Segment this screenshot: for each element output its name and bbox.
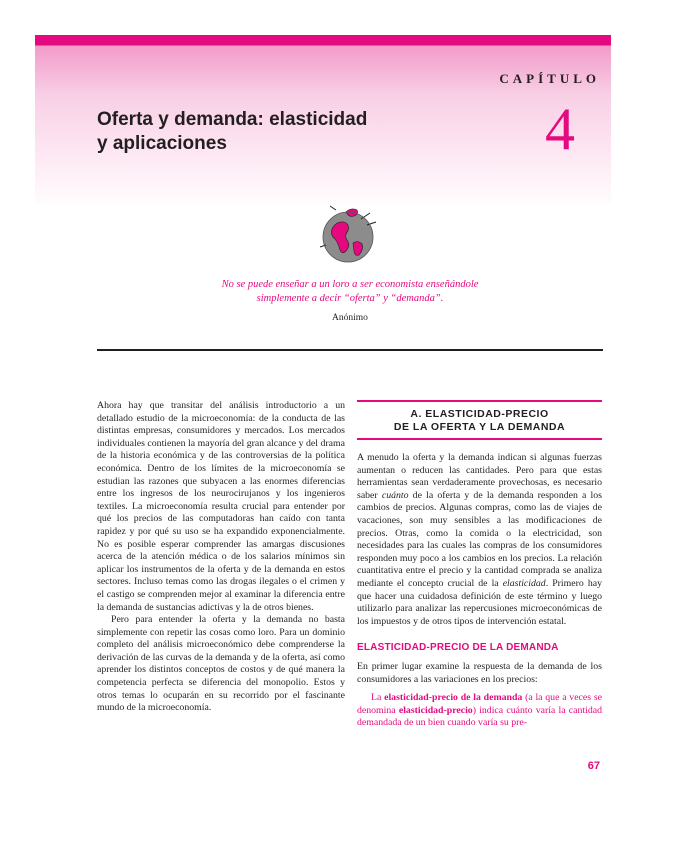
text-span: La — [371, 692, 385, 704]
intro-paragraph-2: Pero para entender la oferta y la demanda no basta simplemente con repetir las cosas como loro. Para un dominio completo del análisis microeconómico debe comprenderse la derivación de las curvas de la demanda y de la oferta, así como aprender los distintos conceptos de costos y de qué manera la competencia perfecta se diferencia del monopolio. Estos y otros temas lo ocuparán en su recorrido por el fascinante mundo de la microeconomía. — [97, 614, 345, 714]
epigraph-line-1: No se puede enseñar a un loro a ser economista enseñándole — [221, 279, 479, 290]
text-span: de la oferta y de la demanda responden a los cambios de precios. Algunas compras, como las de viajes de vacaciones, son muy sensibles a las modificaciones de precios. Otras, como la comida o la electricidad, son necesidades para las cuales las compras de los consumidores responden muy poco a los cambios en los precios. La relación cuantitativa entre el precio y la cantidad comprada se analiza mediante el concepto crucial de la — [357, 489, 602, 589]
chapter-title — [97, 108, 417, 156]
chapter-number: 4 — [545, 96, 575, 162]
section-heading-line-2: DE LA OFERTA Y LA DEMANDA — [393, 421, 566, 433]
chapter-title-line-2: y aplicaciones — [97, 133, 227, 154]
epigraph-line-2: simplemente a decir “oferta” y “demanda”. — [256, 293, 444, 304]
emphasis-elasticidad: elasticidad — [502, 577, 546, 589]
intro-paragraph-1: Ahora hay que transitar del análisis introductorio a un detallado estudio de la microeconomía: de la conducta de las distintas empresas, consumidores y mercados. Los mercados individuales contienen la mayoría del gran alcance y del drama de la historia económica y de las controversias de la política económica. Dentro de los límites de la microeconomía se estudian las razones que subyacen a las enormes diferencias entre los ingresos de los neurocirujanos y los ingenieros textiles. La microeconomía resulta crucial para entender por qué los precios de las computadoras han caído con tanta rapidez y por qué su uso se ha expandido exponencialmente. No es posible esperar comprender las amargas discusiones acerca de la atención médica o de los salarios mínimos sin aplicar los instrumentos de la oferta y de la demanda en estos sectores. Incluso temas como las drogas ilegales o el crimen y el castigo se comprenden mejor al examinar la diferencia entre la demanda de sustancias adictivas y la de otros bienes. — [97, 400, 345, 613]
right-column — [357, 400, 602, 730]
epigraph-author: Anónimo — [332, 313, 368, 323]
section-heading — [357, 408, 602, 434]
section-paragraph-2: En primer lugar examine la respuesta de la demanda de los consumidores a las variaciones en los precios: — [357, 660, 602, 685]
text-span: ) indica cuánto varía la cantidad demandada de un bien cuando varía su pre- — [357, 704, 602, 729]
page-number: 67 — [587, 760, 600, 772]
text-span: (a la que a veces se denomina — [357, 692, 602, 716]
globe-icon — [318, 205, 378, 265]
section-paragraph-1 — [357, 452, 602, 628]
chapter-label: CAPÍTULO — [499, 71, 600, 86]
section-heading-line-1: A. ELASTICIDAD-PRECIO — [410, 408, 549, 420]
section-rule-bottom — [357, 438, 602, 440]
text-span: . Primero hay que hacer una cuidadosa definición de este término y luego utilizarlo para analizar las repercusiones microeconómicas de los impuestos y de otros tipos de intervención estatal. — [357, 577, 602, 627]
epigraph-quote — [140, 278, 560, 306]
term-elasticidad-precio-demanda: elasticidad-precio de la demanda — [384, 692, 523, 704]
emphasis-cuanto: cuánto — [381, 489, 409, 501]
subheading: ELASTICIDAD-PRECIO DE LA DEMANDA — [357, 642, 559, 654]
horizontal-rule — [97, 349, 603, 351]
definition-paragraph — [357, 692, 602, 730]
section-rule-top — [357, 400, 602, 402]
term-elasticidad-precio: elasticidad-precio — [398, 704, 473, 716]
chapter-title-line-1: Oferta y demanda: elasticidad — [97, 109, 368, 130]
text-span: A menudo la oferta y la demanda indican si algunas fuerzas aumentan o reducen las cantidades. Pero para que estas herramientas sean verdaderamente provechosas, es necesario saber — [357, 452, 602, 501]
left-column — [97, 400, 345, 715]
